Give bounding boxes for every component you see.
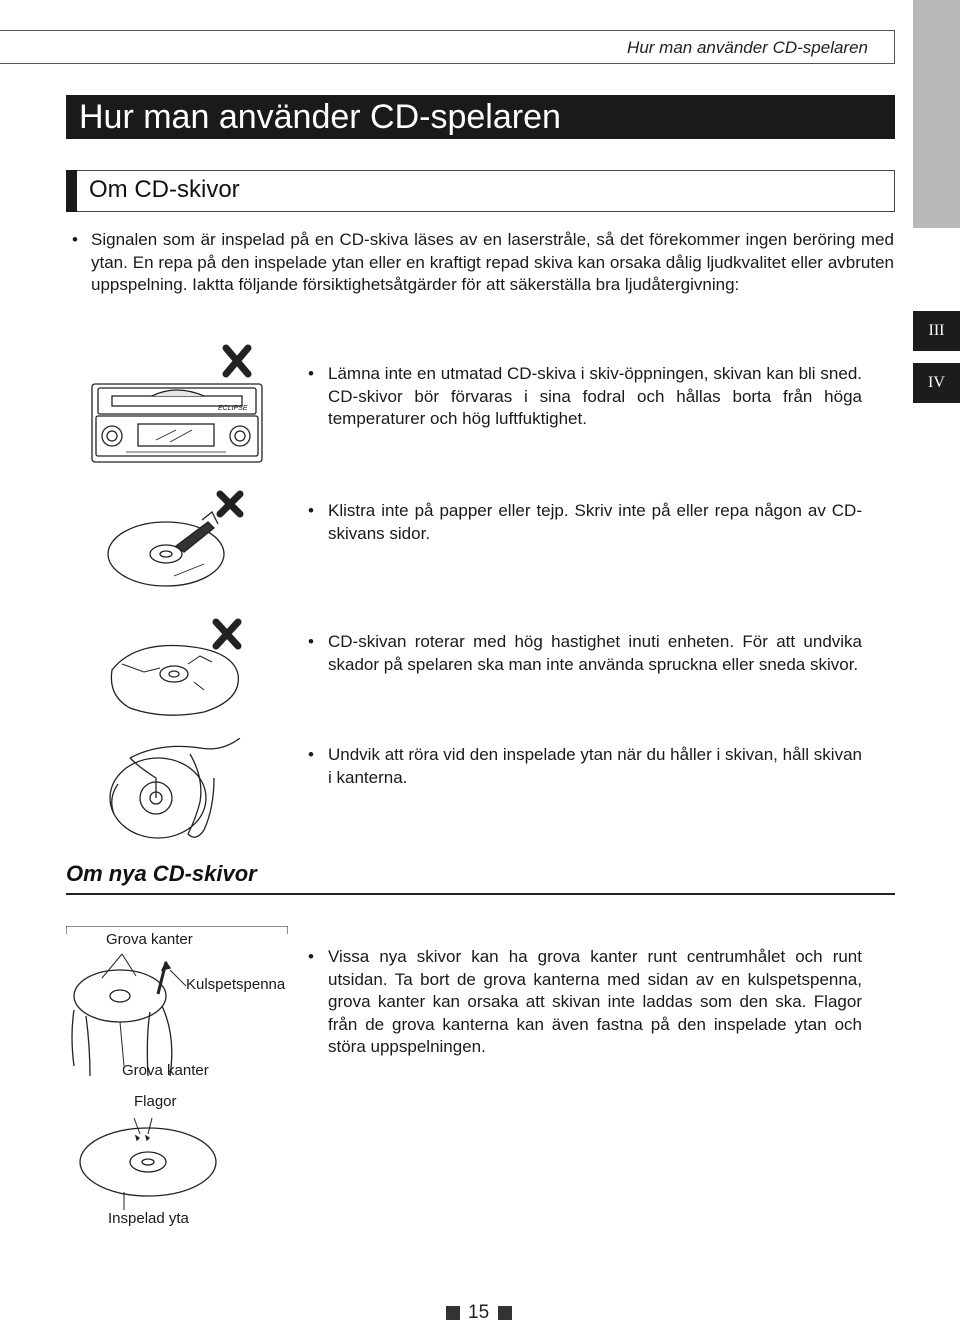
label-rough-edges-bottom: Grova kanter — [122, 1062, 209, 1079]
bullet-dot: • — [308, 364, 314, 383]
side-thumb-tab — [913, 0, 960, 228]
cross-mark-icon — [226, 348, 248, 374]
bullet-dot: • — [308, 947, 314, 966]
label-recorded-surface: Inspelad yta — [108, 1210, 189, 1227]
section-title: Om CD-skivor — [89, 176, 240, 203]
label-rough-edges-top: Grova kanter — [106, 931, 193, 948]
hand-holding-disc-illustration — [100, 738, 250, 848]
device-brand-label: ECLIPSE — [218, 405, 248, 412]
label-ballpoint: Kulspetspenna — [186, 976, 286, 993]
subsection-title: Om nya CD-skivor — [66, 861, 257, 886]
side-tab-iii: III — [913, 311, 960, 351]
new-discs-paragraph: Vissa nya skivor kan ha grova kanter runt centrumhålet och runt utsidan. Ta bort de grova kanterna med sidan av en kulspetspenna, grova kanter kan orsaka att skivan inte laddas som den ska. Flagor från de grova kanterna kan även fastna på den inspelade ytan och störa uppspelningen. — [328, 947, 862, 1056]
caution-item-2: Klistra inte på papper eller tejp. Skriv inte på eller repa någon av CD-skivans sidor. — [328, 501, 862, 543]
page-title: Hur man använder CD-spelaren — [66, 95, 895, 139]
bullet-dot: • — [308, 632, 314, 651]
bullet-dot: • — [72, 230, 78, 249]
page-number-mark-right — [498, 1306, 512, 1320]
subsection-rule — [66, 893, 895, 895]
bullet-dot: • — [308, 745, 314, 764]
car-stereo-illustration — [86, 340, 266, 468]
caution-item-4: Undvik att röra vid den inspelade ytan när du håller i skivan, håll skivan i kanterna. — [328, 745, 862, 787]
caution-item-1: Lämna inte en utmatad CD-skiva i skiv-öppningen, skivan kan bli sned. CD-skivor bör förvaras i sina fodral och hållas borta från höga temperaturer och hög luftfuktighet. — [328, 364, 862, 428]
disc-with-tape-illustration — [104, 484, 264, 594]
cracked-disc-illustration — [104, 612, 264, 722]
cross-mark-icon — [216, 622, 238, 646]
bullet-dot: • — [308, 501, 314, 520]
cross-mark-icon — [220, 494, 240, 514]
side-tab-iv: IV — [913, 363, 960, 403]
running-header-title: Hur man använder CD-spelaren — [627, 38, 868, 57]
intro-paragraph: Signalen som är inspelad på en CD-skiva läses av en laserstråle, så det förekommer ingen beröring med ytan. En repa på den inspelade ytan eller en kraftigt repad skiva kan orsaka dålig ljudkvalitet eller avbruten uppspelning. Iaktta följande försiktighetsåtgärder för att säkerställa bra ljudåtergivning: — [91, 230, 894, 294]
label-flakes: Flagor — [134, 1093, 177, 1110]
caution-item-3: CD-skivan roterar med hög hastighet inuti enheten. För att undvika skador på spelaren ska man inte använda spruckna eller sneda skivor. — [328, 632, 862, 674]
page-number-mark-left — [446, 1306, 460, 1320]
disc-with-flakes-figure — [76, 1112, 220, 1212]
page-number: 15 — [468, 1302, 490, 1323]
section-header-mark — [66, 170, 77, 212]
